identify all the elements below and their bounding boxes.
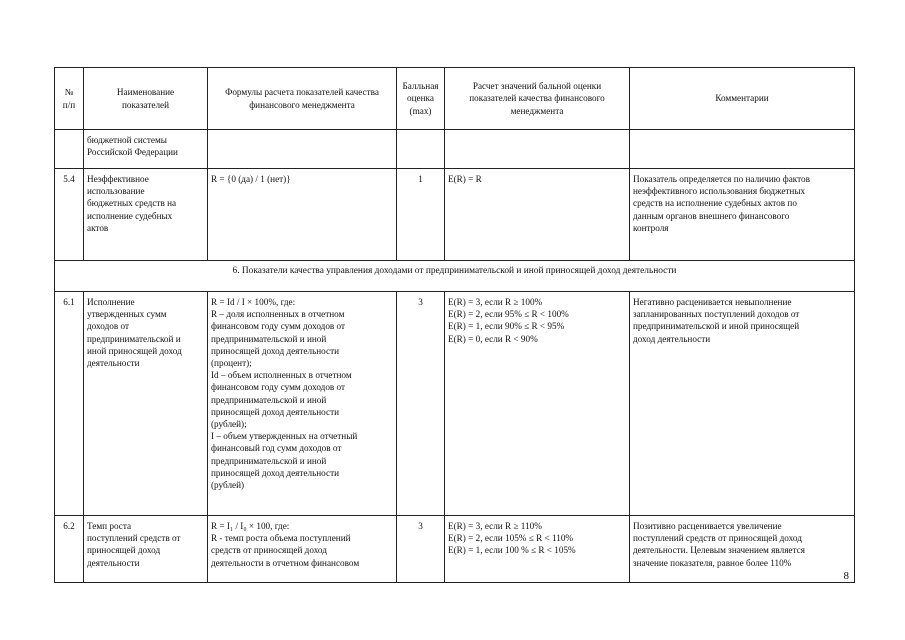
table-row-5-4	[55, 169, 855, 261]
cell-formula: R = I₁ / I₀ × 100, где: R - темп роста объема поступлений средств от приносящей доход деятельности в отчетном финансовом	[208, 516, 397, 583]
cell-score	[397, 130, 445, 169]
cell-name: Исполнение утвержденных сумм доходов от предпринимательской и иной приносящей доход деятельности	[84, 292, 208, 516]
table-row-6-2	[55, 516, 855, 583]
header-num: № п/п	[55, 68, 84, 130]
cell-comment: Негативно расценивается невыполнение запланированных поступлений доходов от предпринимательской и иной приносящей доход деятельности	[630, 292, 855, 516]
table-header-row	[55, 68, 855, 130]
cell-name: бюджетной системы Российской Федерации	[84, 130, 208, 169]
header-calc: Расчет значений бальной оценки показателей качества финансового менеджмента	[445, 68, 630, 130]
cell-num: 6.1	[55, 292, 84, 516]
section-6-heading-row	[55, 261, 855, 292]
cell-num: 6.2	[55, 516, 84, 583]
header-score: Балльная оценка (max)	[397, 68, 445, 130]
table-row-6-1	[55, 292, 855, 516]
cell-calc: E(R) = 3, если R ≥ 100% E(R) = 2, если 95% ≤ R < 100% E(R) = 1, если 90% ≤ R < 95% E(R) = 0, если R < 90%	[445, 292, 630, 516]
cell-calc: E(R) = R	[445, 169, 630, 261]
cell-formula: R = {0 (да) / 1 (нет)}	[208, 169, 397, 261]
cell-comment	[630, 130, 855, 169]
cell-comment: Позитивно расценивается увеличение поступлений средств от приносящей доход деятельности. Целевым значением является значение показателя, равное более 110%	[630, 516, 855, 583]
header-name: Наименование показателей	[84, 68, 208, 130]
cell-comment: Показатель определяется по наличию фактов неэффективного использования бюджетных средств на исполнение судебных актов по данным органов внешнего финансового контроля	[630, 169, 855, 261]
cell-num	[55, 130, 84, 169]
header-formula: Формулы расчета показателей качества финансового менеджмента	[208, 68, 397, 130]
cell-score: 3	[397, 516, 445, 583]
cell-calc	[445, 130, 630, 169]
cell-score: 3	[397, 292, 445, 516]
cell-calc: E(R) = 3, если R ≥ 110% E(R) = 2, если 105% ≤ R < 110% E(R) = 1, если 100 % ≤ R < 105%	[445, 516, 630, 583]
header-comment: Комментарии	[630, 68, 855, 130]
cell-formula	[208, 130, 397, 169]
cell-name: Темп роста поступлений средств от приносящей доход деятельности	[84, 516, 208, 583]
cell-num: 5.4	[55, 169, 84, 261]
table-row-continuation	[55, 130, 855, 169]
page-number: 8	[843, 570, 849, 582]
cell-formula: R = Id / I × 100%, где: R – доля исполненных в отчетном финансовом году сумм доходов от предпринимательской и иной приносящей доход деятельности (процент); Id – объем исполненных в отчетном финансовом году сумм доходов от предпринимательской и иной приносящей доход деятельности (рублей); I – объем утвержденных на отчетный финансовый год сумм доходов от предпринимательской и иной приносящей доход деятельности (рублей)	[208, 292, 397, 516]
cell-name: Неэффективное использование бюджетных средств на исполнение судебных актов	[84, 169, 208, 261]
indicators-table	[54, 67, 855, 583]
cell-score: 1	[397, 169, 445, 261]
section-6-heading: 6. Показатели качества управления доходами от предпринимательской и иной приносящей доход деятельности	[55, 261, 855, 292]
